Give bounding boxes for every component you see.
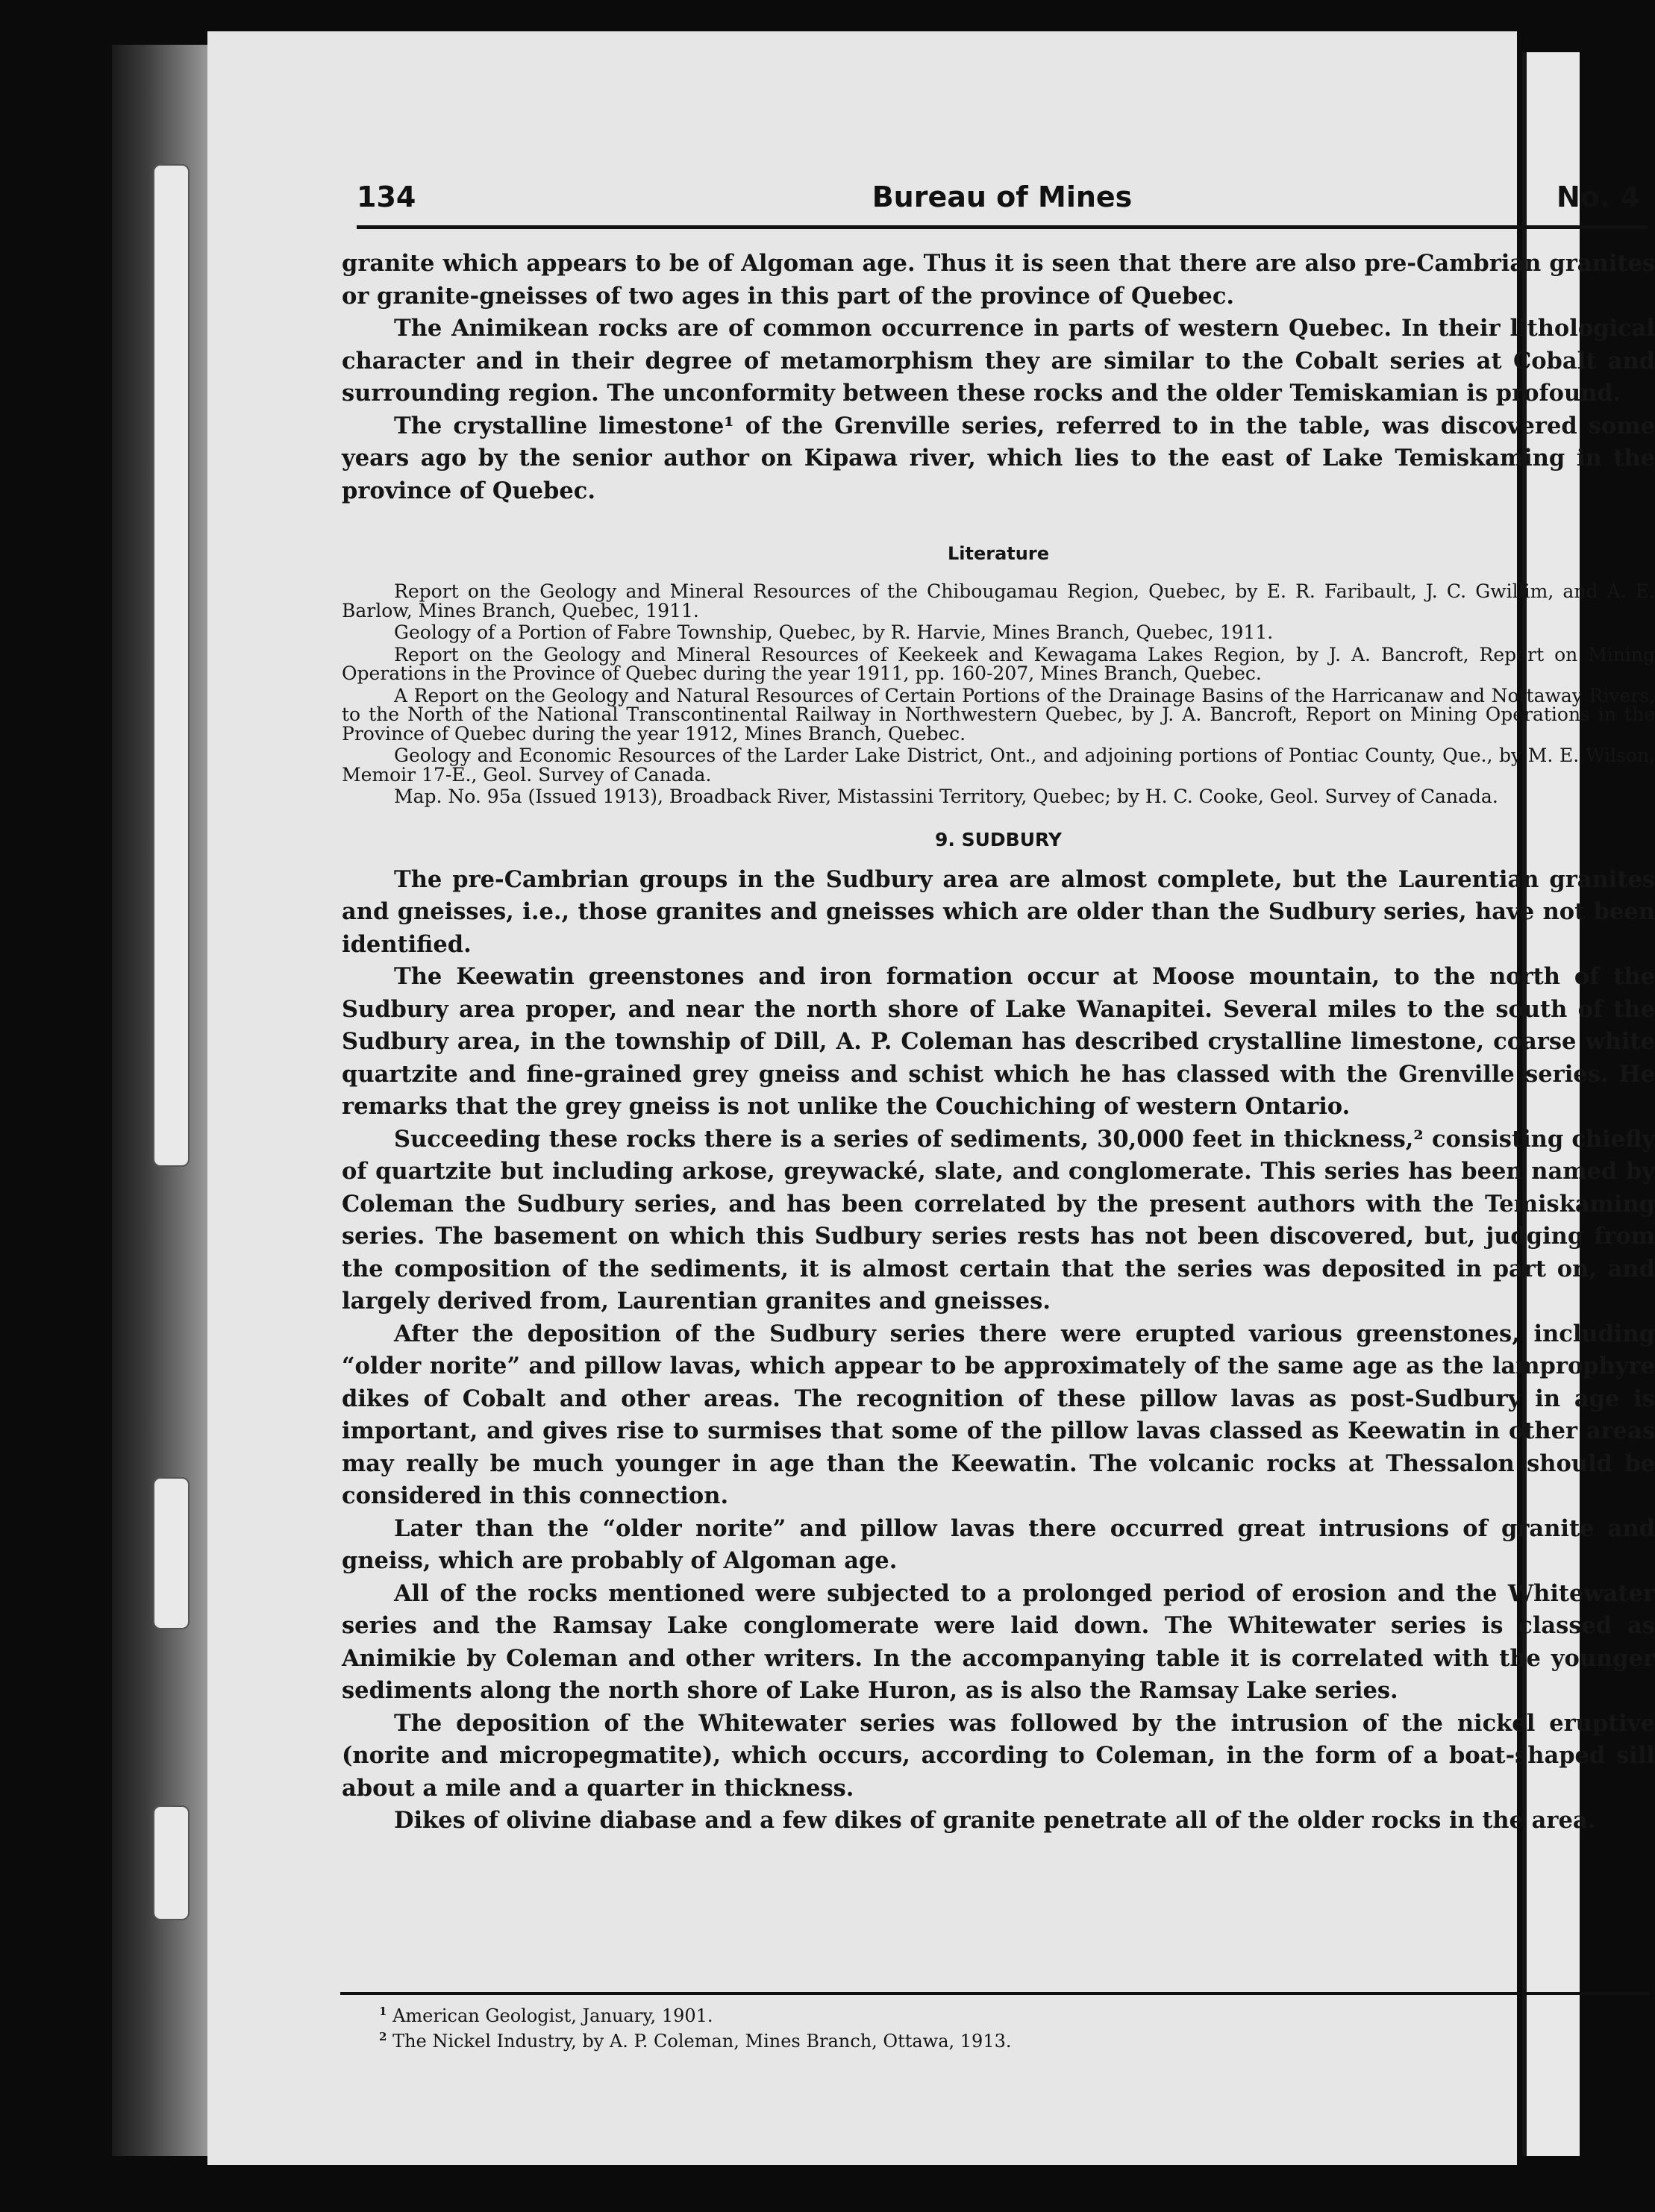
body-paragraph: The crystalline limestone¹ of the Grenville series, referred to in the table, was discovered some years ago by the senior author on Kipawa river, which lies to the east of Lake Temiskaming in the province of Quebec. <box>342 412 1655 504</box>
literature-entry: Geology of a Portion of Fabre Township, Quebec, by R. Harvie, Mines Branch, Quebec, 1911. <box>394 621 1274 643</box>
body-paragraph: Later than the “older norite” and pillow lavas there occurred great intrusions of granite and gneiss, which are probably of Algoman age. <box>342 1514 1655 1574</box>
body-paragraph: Dikes of olivine diabase and a few dikes of granite penetrate all of the older rocks in the area. <box>394 1807 1596 1834</box>
footnote-mark: 2 <box>379 2030 387 2043</box>
spine-binding-strip <box>153 1477 190 1629</box>
body-paragraph: Succeeding these rocks there is a series of sediments, 30,000 feet in thickness,² consisting chiefly of quartzite but including arkose, greywacké, slate, and conglomerate. This series has been named by Coleman the Sudbury series, and has been correlated by the present authors with the Temiskaming series. The basement on which this Sudbury series rests has not been discovered, but, judging from the composition of the sediments, it is almost certain that the series was deposited in part on, and largely derived from, Laurentian granites and gneisses. <box>342 1125 1655 1315</box>
spine-binding-strip <box>153 164 190 1167</box>
literature-entry: Report on the Geology and Mineral Resources of the Chibougamau Region, Quebec, by E. R. Faribault, J. C. Gwillim, and A. E. Barlow, Mines Branch, Quebec, 1911. <box>342 580 1655 621</box>
literature-entry: A Report on the Geology and Natural Resources of Certain Portions of the Drainage Basins of the Harricanaw and Nottaway Rivers, to the North of the National Transcontinental Railway in Northwestern Quebec, by J. A. Bancroft, Report on Mining Operations in the Province of Quebec during the year 1912, Mines Branch, Quebec. <box>342 684 1655 745</box>
footnote-rule <box>340 1992 1650 1995</box>
body-paragraph: The Keewatin greenstones and iron formation occur at Moose mountain, to the north of the Sudbury area proper, and near the north shore of Lake Wanapitei. Several miles to the south of the Sudbury area, in the township of Dill, A. P. Coleman has described crystalline limestone, coarse white quartzite and fine-grained grey gneiss and schist which he has classed with the Grenville series. He remarks that the grey gneiss is not unlike the Couchiching of western Ontario. <box>342 963 1655 1120</box>
footnote-text: The Nickel Industry, by A. P. Coleman, Mines Branch, Ottawa, 1913. <box>392 2031 1012 2052</box>
body-paragraph: granite which appears to be of Algoman age. Thus it is seen that there are also pre-Cambrian granites or granite-gneisses of two ages in this part of the province of Quebec. <box>342 250 1655 310</box>
footnotes <box>379 2001 1012 2052</box>
series-number: No. 4 <box>1556 181 1640 213</box>
body-paragraph: The pre-Cambrian groups in the Sudbury area are almost complete, but the Laurentian granites and gneisses, i.e., those granites and gneisses which are older than the Sudbury series, have not been identified. <box>342 865 1655 958</box>
literature-entry: Report on the Geology and Mineral Resources of Keekeek and Kewagama Lakes Region, by J. A. Bancroft, Report on Mining Operations in the Province of Quebec during the year 1911, pp. 160-207, Mines Branch, Quebec. <box>342 643 1655 684</box>
book-page <box>207 31 1655 2165</box>
spine-binding-strip <box>153 1805 190 1920</box>
footnote-mark: 1 <box>379 2005 387 2018</box>
body-paragraph: All of the rocks mentioned were subjected to a prolonged period of erosion and the Whitewater series and the Ramsay Lake conglomerate were laid down. The Whitewater series is classed as Animikie by Coleman and other writers. In the accompanying table it is correlated with the younger sediments along the north shore of Lake Huron, as is also the Ramsay Lake series. <box>342 1579 1655 1704</box>
section-heading: 9. SUDBURY <box>935 828 1062 850</box>
body-paragraph: After the deposition of the Sudbury series there were erupted various greenstones, including “older norite” and pillow lavas, which appear to be approximately of the same age as the lamprophyre dikes of Cobalt and other areas. The recognition of these pillow lavas as post-Sudbury in age is important, and gives rise to surmises that some of the pillow lavas classed as Keewatin in other areas may really be much younger in age than the Keewatin. The volcanic rocks at Thessalon should be considered in this connection. <box>342 1320 1655 1509</box>
running-head: Bureau of Mines <box>872 181 1133 213</box>
page-body <box>342 248 1655 1837</box>
footnote <box>379 2026 1012 2052</box>
literature-entry: Map. No. 95a (Issued 1913), Broadback River, Mistassini Territory, Quebec; by H. C. Cooke, Geol. Survey of Canada. <box>394 786 1498 807</box>
literature-entry: Geology and Economic Resources of the Larder Lake District, Ont., and adjoining portions of Pontiac County, Que., by M. E. Wilson, Memoir 17-E., Geol. Survey of Canada. <box>342 745 1655 786</box>
page-header <box>357 173 1648 229</box>
footnote-text: American Geologist, January, 1901. <box>392 2005 713 2026</box>
literature-heading: Literature <box>948 543 1049 564</box>
footnote <box>379 2001 1012 2026</box>
body-paragraph: The deposition of the Whitewater series was followed by the intrusion of the nickel eruptive (norite and micropegmatite), which occurs, according to Coleman, in the form of a boat-shaped sill about a mile and a quarter in thickness. <box>342 1709 1655 1802</box>
page-number: 134 <box>357 181 416 213</box>
body-paragraph: The Animikean rocks are of common occurrence in parts of western Quebec. In their lithological character and in their degree of metamorphism they are similar to the Cobalt series at Cobalt and surrounding region. The unconformity between these rocks and the older Temiskamian is profound. <box>342 315 1655 407</box>
